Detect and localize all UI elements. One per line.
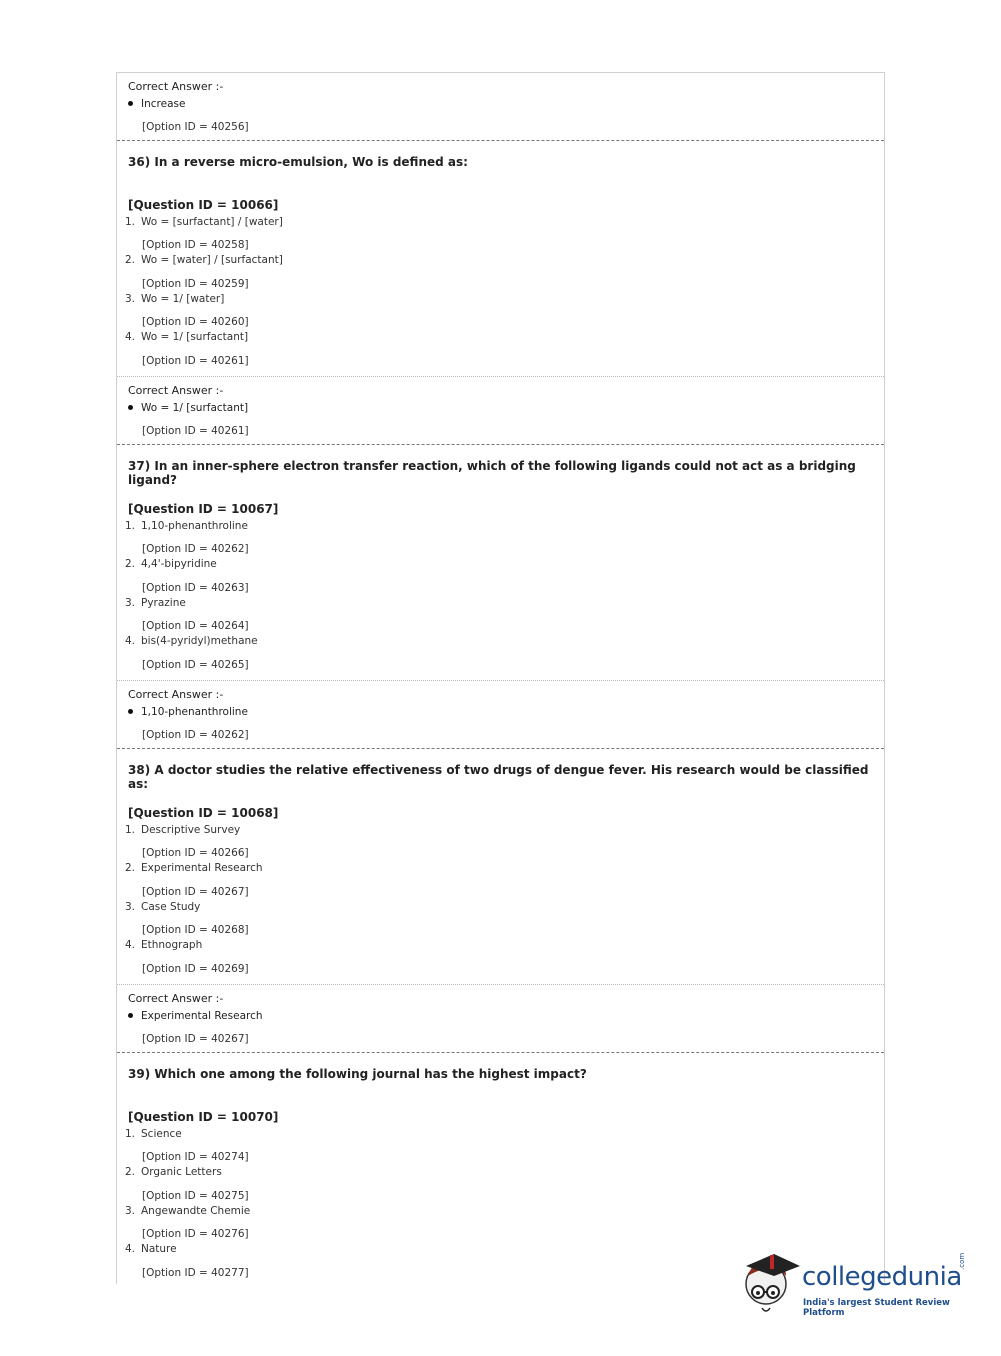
option-id: [Option ID = 40277] — [142, 1267, 249, 1279]
option-item: 3. Case Study — [125, 901, 201, 913]
option-item: 4. Ethnograph — [125, 939, 203, 951]
option-item: 3. Angewandte Chemie — [125, 1205, 251, 1217]
question-id: [Question ID = 10066] — [128, 198, 279, 212]
correct-answer-label: Correct Answer :- — [128, 992, 224, 1005]
correct-answer-label: Correct Answer :- — [128, 688, 224, 701]
option-id: [Option ID = 40276] — [142, 1228, 249, 1240]
question-text: 38) A doctor studies the relative effectiveness of two drugs of dengue fever. His research would be classified as: — [128, 763, 869, 791]
question-id: [Question ID = 10068] — [128, 806, 279, 820]
option-item: 2. 4,4'-bipyridine — [125, 558, 217, 570]
question-text: 36) In a reverse micro-emulsion, Wo is defined as: — [128, 155, 468, 169]
option-item: 3. Pyrazine — [125, 597, 186, 609]
option-item: 1. Science — [125, 1128, 182, 1140]
option-id: [Option ID = 40267] — [142, 886, 249, 898]
option-id: [Option ID = 40262] — [142, 543, 249, 555]
option-item: 4. Wo = 1/ [surfactant] — [125, 331, 249, 343]
question-block-37 — [117, 445, 884, 680]
correct-answer — [128, 706, 248, 718]
correct-answer-text: Experimental Research — [141, 1010, 263, 1022]
option-item: 2. Organic Letters — [125, 1166, 222, 1178]
option-id: [Option ID = 40269] — [142, 963, 249, 975]
collegedunia-logo — [740, 1248, 970, 1318]
answer-block-36 — [117, 377, 884, 444]
option-item: 4. bis(4-pyridyl)methane — [125, 635, 258, 647]
prev-answer-block — [117, 73, 884, 140]
option-item: 2. Experimental Research — [125, 862, 263, 874]
option-item: 4. Nature — [125, 1243, 177, 1255]
correct-answer-text: 1,10-phenanthroline — [141, 706, 248, 718]
option-id: [Option ID = 40261] — [142, 355, 249, 367]
option-id: [Option ID = 40264] — [142, 620, 249, 632]
question-id: [Question ID = 10067] — [128, 502, 279, 516]
option-item: 1. 1,10-phenanthroline — [125, 520, 248, 532]
option-id: [Option ID = 40275] — [142, 1190, 249, 1202]
bullet-icon — [128, 709, 133, 714]
brand-suffix: .com — [958, 1252, 966, 1270]
question-text: 37) In an inner-sphere electron transfer reaction, which of the following ligands could not act as a bridging ligand? — [128, 459, 856, 487]
correct-answer-label: Correct Answer :- — [128, 384, 224, 397]
answer-block-37 — [117, 681, 884, 748]
option-id: [Option ID = 40260] — [142, 316, 249, 328]
brand-name: collegedunia — [802, 1262, 962, 1292]
option-item: 2. Wo = [water] / [surfactant] — [125, 254, 283, 266]
correct-answer-label: Correct Answer :- — [128, 80, 224, 93]
question-id: [Question ID = 10070] — [128, 1110, 279, 1124]
option-item: 1. Wo = [surfactant] / [water] — [125, 216, 283, 228]
option-item: 3. Wo = 1/ [water] — [125, 293, 225, 305]
option-item: 1. Descriptive Survey — [125, 824, 241, 836]
question-block-38 — [117, 749, 884, 984]
bullet-icon — [128, 405, 133, 410]
option-id: [Option ID = 40266] — [142, 847, 249, 859]
correct-answer-text: Increase — [141, 98, 186, 110]
option-id: [Option ID = 40258] — [142, 239, 249, 251]
question-text: 39) Which one among the following journal has the highest impact? — [128, 1067, 587, 1081]
option-id: [Option ID = 40263] — [142, 582, 249, 594]
correct-answer — [128, 98, 185, 110]
correct-option-id: [Option ID = 40267] — [142, 1033, 249, 1045]
brand-tagline: India's largest Student Review Platform — [803, 1298, 950, 1318]
question-block-36 — [117, 141, 884, 376]
correct-answer — [128, 1010, 263, 1022]
correct-option-id: [Option ID = 40262] — [142, 729, 249, 741]
option-id: [Option ID = 40259] — [142, 278, 249, 290]
correct-option-id: [Option ID = 40256] — [142, 121, 249, 133]
correct-answer — [128, 402, 248, 414]
bullet-icon — [128, 101, 133, 106]
correct-option-id: [Option ID = 40261] — [142, 425, 249, 437]
correct-answer-text: Wo = 1/ [surfactant] — [141, 402, 249, 414]
option-id: [Option ID = 40268] — [142, 924, 249, 936]
question-paper-page — [116, 72, 885, 1284]
option-id: [Option ID = 40265] — [142, 659, 249, 671]
answer-block-38 — [117, 985, 884, 1052]
bullet-icon — [128, 1013, 133, 1018]
option-id: [Option ID = 40274] — [142, 1151, 249, 1163]
